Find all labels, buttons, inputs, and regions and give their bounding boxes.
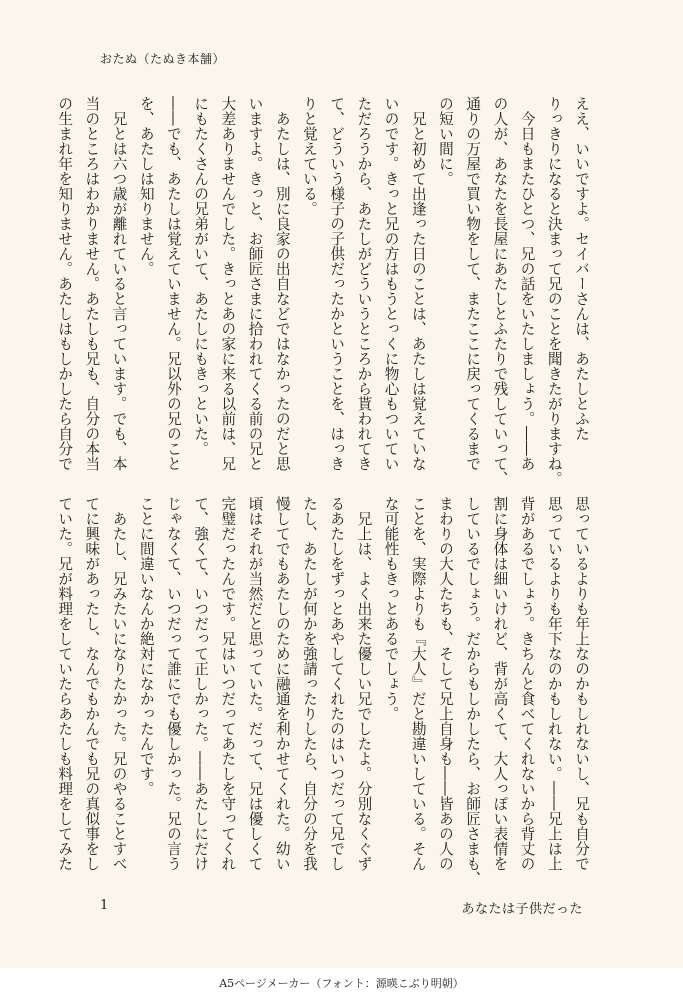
text-line: ていた。兄が料理をしていたらあたしも料理をしてみた: [56, 496, 74, 871]
text-line: あたしは、別に良家の出自などではなかったのだと思: [273, 96, 291, 471]
text-line: 思っているよりも年上なのかもしれないし、兄も自分で: [573, 496, 590, 871]
lower-text-block: [56, 496, 595, 886]
text-line: 背があるでしょう。きちんと食べてくれないから背丈の: [518, 496, 536, 871]
text-line: 兄とは六つ歳が離れていると言っています。でも、本: [110, 96, 128, 471]
text-line: な可能性もきっとあるでしょう。: [382, 496, 400, 721]
text-line: いますよ。きっと、お師匠さまに拾われてくる前の兄と: [246, 96, 264, 471]
text-line: て、強くて、いつだって正しかった。――あたしにだけ: [192, 496, 210, 871]
author-header: おたぬ（たぬき本舗）: [100, 52, 226, 66]
text-line: ことに間違いなんか絶対になかったんです。: [137, 496, 155, 796]
text-line: しているでしょう。だからもしかしたら、お師匠さまも、: [464, 496, 482, 886]
text-line: ことを、実際よりも『大人』だと勘違いしている。そん: [409, 496, 427, 871]
text-line: の短い間に。: [436, 96, 454, 186]
app-footer: A5ページメーカー（フォント：源暎こぶり明朝）: [0, 968, 683, 1000]
text-line: りと覚えている。: [300, 96, 318, 216]
text-line: ――でも、あたしは覚えていません。兄以外の兄のこと: [164, 96, 182, 471]
text-line: 頃はそれが当然だと思っていた。だって、兄は優しくて: [246, 496, 264, 871]
text-line: 慢してでもあたしのために融通を利かせてくれた。幼い: [273, 496, 291, 871]
text-line: 思っているよりも年下なのかもしれない。――兄上は上: [545, 496, 563, 871]
text-line: 今日もまたひとつ、兄の話をいたしましょう。――あ: [518, 96, 536, 471]
upper-text-block: [56, 96, 595, 486]
text-line: りっきりになると決まって兄のことを聞きたがりますね。: [545, 96, 563, 486]
text-line: 通りの万屋で買い物をして、またここに戻ってくるまで: [464, 96, 482, 471]
text-line: 完璧だったんです。兄はいつだってあたしを守ってくれ: [219, 496, 237, 871]
page-number: 1: [100, 898, 109, 913]
text-line: 兄と初めて出逢った日のことは、あたしは覚えていな: [409, 96, 427, 471]
text-line: 割に身体は細いけれど、背が高くて、大人っぽい表情を: [491, 496, 509, 871]
text-line: てに興味があったし、なんでもかんでも兄の真似事をし: [83, 496, 101, 871]
text-line: を、あたしは知りません。: [137, 96, 155, 276]
text-line: たし、あたしが何かを強請ったりしたら、自分の分を我: [300, 496, 318, 871]
book-title: あなたは子供だった: [461, 902, 583, 917]
text-line: じゃなくて、いつだって誰にでも優しかった。兄の言う: [164, 496, 182, 871]
text-line: ただろうから、あたしがどういうところから貰われてき: [355, 96, 373, 471]
text-line: いのです。きっと兄の方はもうとっくに物心もついてい: [382, 96, 400, 471]
text-line: の生まれ年を知りません。あたしはもしかしたら自分で: [56, 96, 74, 471]
text-line: るあたしをずっとあやしてくれたのはいつだって兄でし: [328, 496, 346, 871]
text-line: あたし、兄みたいになりたかった。兄のやることすべ: [110, 496, 128, 871]
text-line: にもたくさんの兄弟がいて、あたしにもきっといた。: [192, 96, 210, 456]
text-line: まわりの大人たちも、そして兄上自身も――皆あの人の: [436, 496, 454, 871]
text-line: 当のところはわかりません。あたしも兄も、自分の本当: [83, 96, 101, 471]
text-line: の人が、あなたを長屋にあたしとふたりで残していって、: [491, 96, 509, 486]
text-line: 大差ありませんでした。きっとあの家に来る以前は、兄: [219, 96, 237, 471]
text-line: ええ、いいですよ。セイバーさんは、あたしとふた: [573, 96, 590, 441]
text-line: て、どういう様子の子供だったかということを、はっき: [328, 96, 346, 471]
text-line: 兄上は、よく出来た優しい兄でしたよ。分別なくぐず: [355, 496, 373, 871]
